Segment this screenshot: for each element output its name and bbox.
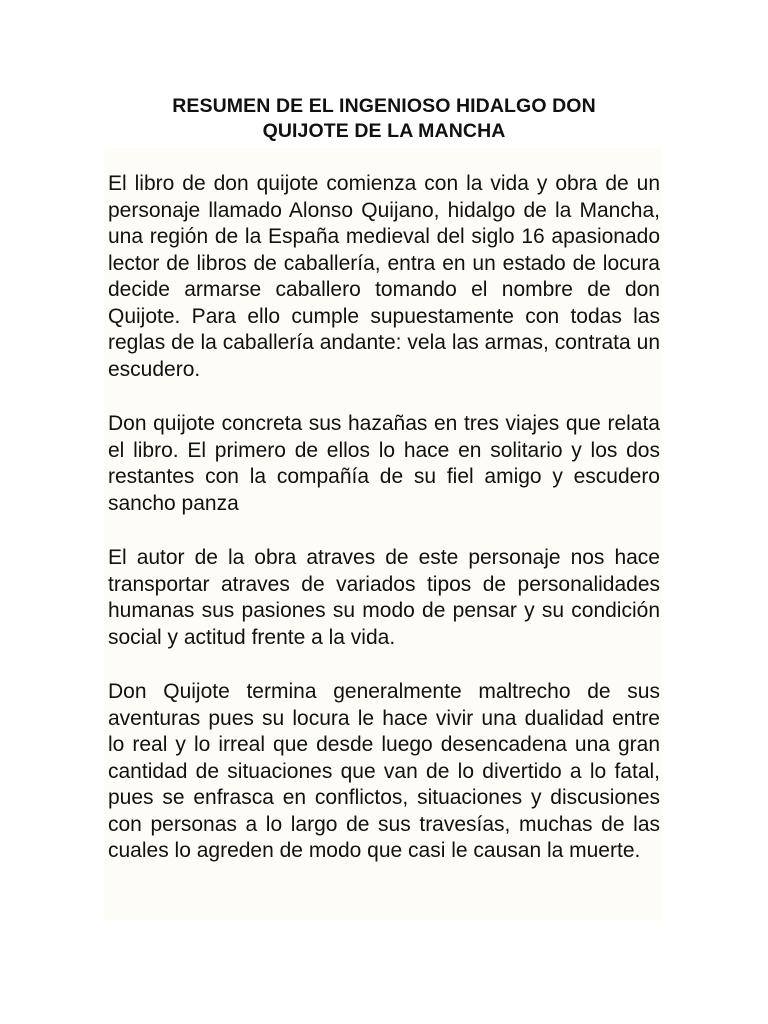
document-title (108, 94, 660, 144)
document-title-line-2: QUIJOTE DE LA MANCHA (262, 120, 506, 142)
paragraph-3: El autor de la obra atraves de este personaje nos hace transportar atraves de variados tipos de personalidades humanas sus pasiones su modo de pensar y su condición social y actitud frente a la vida. (108, 546, 660, 649)
paragraph-4: Don Quijote termina generalmente maltrecho de sus aventuras pues su locura le hace vivir una dualidad entre lo real y lo irreal que desde luego desencadena una gran cantidad de situaciones que van de lo divertido a lo fatal, pues se enfrasca en conflictos, situaciones y discusiones con personas a lo largo de sus travesías, muchas de las cuales lo agreden de modo que casi le causan la muerte. (108, 680, 660, 862)
document-title-line-1: RESUMEN DE EL INGENIOSO HIDALGO DON (172, 95, 596, 117)
paragraph-1: El libro de don quijote comienza con la vida y obra de un personaje llamado Alonso Quijano, hidalgo de la Mancha, una región de la España medieval del siglo 16 apasionado lector de libros de caballería, entra en un estado de locura decide armarse caballero tomando el nombre de don Quijote. Para ello cumple supuestamente con todas las reglas de la caballería andante: vela las armas, contrata un escudero. (108, 172, 660, 381)
paragraph-2: Don quijote concreta sus hazañas en tres viajes que relata el libro. El primero de ellos lo hace en solitario y los dos restantes con la compañía de su fiel amigo y escudero sancho panza (108, 412, 660, 515)
